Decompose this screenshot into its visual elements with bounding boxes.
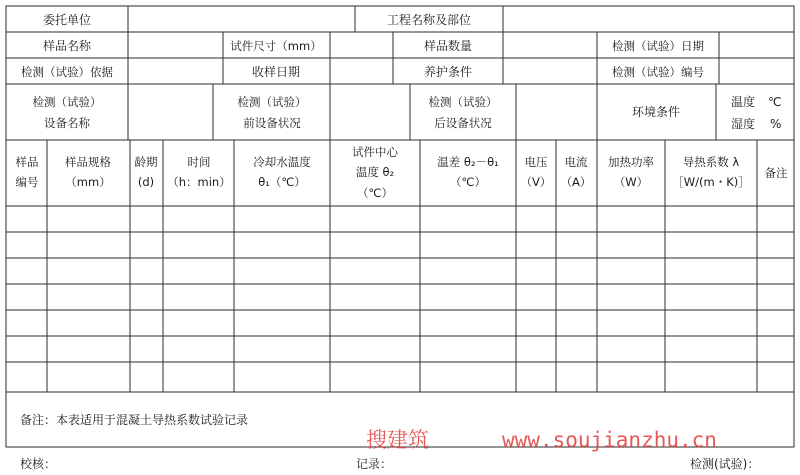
test-basis-label: 检测（试验）依据	[21, 65, 113, 79]
header-sample-no-line2: 编号	[15, 175, 39, 189]
temperature-label: 温度	[731, 95, 756, 109]
header-conductivity-line2: ［W/(m・K)］	[672, 175, 750, 189]
header-voltage-line1: 电压	[524, 155, 548, 169]
watermark-url: www.soujianzhu.cn	[502, 428, 717, 452]
header-cooling-line2: θ₁（℃）	[258, 175, 306, 189]
header-current-line1: 电流	[564, 155, 588, 169]
header-center-line1: 试件中心	[352, 145, 398, 159]
specimen-size-label: 试件尺寸（mm）	[230, 39, 322, 53]
test-no-label: 检测（试验）编号	[612, 65, 704, 79]
header-time-line2: （h：min）	[167, 175, 231, 189]
project-label: 工程名称及部位	[386, 13, 472, 27]
header-diff-line1: 温差 θ₂－θ₁	[437, 155, 499, 169]
post-status-label-line1: 检测（试验）	[428, 95, 498, 109]
header-age-line2: (d)	[137, 175, 155, 189]
humidity-label: 湿度	[731, 117, 756, 131]
pre-status-label-line1: 检测（试验）	[237, 95, 307, 109]
header-current-line2: （A）	[560, 175, 592, 189]
header-diff-line2: （℃）	[450, 175, 486, 189]
post-status-label-line2: 后设备状况	[434, 116, 492, 130]
humidity-unit: %	[770, 117, 782, 131]
header-voltage-line2: （V）	[520, 175, 552, 189]
checker-signature-label: 校核：	[20, 457, 57, 471]
client-label: 委托单位	[42, 13, 92, 27]
environment-label: 环境条件	[631, 105, 681, 119]
header-power-line1: 加热功率	[608, 155, 654, 169]
header-time-line1: 时间	[187, 155, 211, 169]
watermark-cn: 搜建筑	[366, 428, 429, 452]
equipment-label-line2: 设备名称	[44, 116, 90, 130]
sample-qty-label: 样品数量	[423, 39, 473, 53]
curing-label: 养护条件	[423, 65, 473, 79]
recorder-signature-label: 记录：	[356, 457, 393, 471]
sample-name-label: 样品名称	[42, 39, 92, 53]
pre-status-label-line2: 前设备状况	[243, 116, 301, 130]
test-date-label: 检测（试验）日期	[612, 39, 704, 53]
header-spec-line2: （mm）	[65, 175, 111, 189]
temperature-unit: ℃	[768, 95, 782, 109]
header-remark: 备注	[764, 166, 788, 180]
header-center-line3: （℃）	[357, 186, 393, 200]
header-sample-no-line1: 样品	[15, 155, 39, 169]
equipment-label-line1: 检测（试验）	[32, 95, 102, 109]
tester-signature-label: 检测(试验)：	[690, 457, 760, 471]
receive-date-label: 收样日期	[251, 65, 301, 79]
header-conductivity-line1: 导热系数 λ	[682, 155, 740, 169]
header-power-line2: （W）	[613, 175, 649, 189]
header-age-line1: 龄期	[134, 155, 158, 169]
header-center-line2: 温度 θ₂	[355, 165, 395, 179]
header-spec-line1: 样品规格	[65, 155, 111, 169]
header-cooling-line1: 冷却水温度	[253, 155, 311, 169]
form-note: 备注：本表适用于混凝土导热系数试验记录	[20, 413, 249, 427]
